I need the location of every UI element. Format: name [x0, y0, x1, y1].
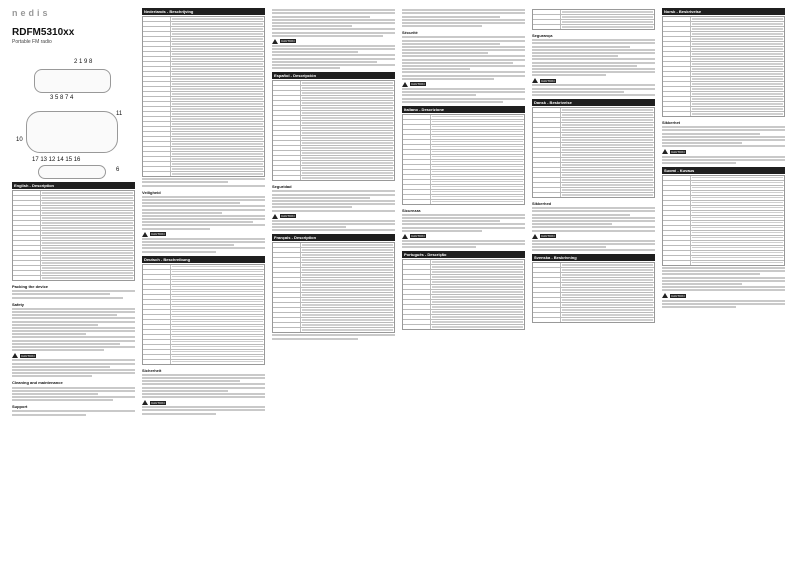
heading-cleaning: Cleaning and maintenance — [12, 380, 63, 386]
parts-table-fr — [272, 242, 395, 333]
brand-logo: nedis — [12, 8, 51, 18]
column-5 — [532, 8, 655, 323]
heading-sikkerhed: Sikkerhed — [532, 201, 552, 206]
column-4 — [402, 8, 525, 330]
warning-icon — [532, 234, 538, 239]
heading-securite: Sécurité — [402, 30, 418, 36]
warning-icon — [402, 234, 408, 239]
parts-table-sv — [532, 262, 655, 323]
label-top: 2 1 9 8 — [74, 59, 93, 65]
heading-sicherheit: Sicherheit — [142, 367, 162, 373]
heading-seguridad: Seguridad — [272, 184, 292, 190]
label-row: 3 5 8 7 4 — [50, 95, 74, 101]
warning-block-dk: CAUTION — [532, 234, 655, 239]
parts-table-nl — [142, 16, 265, 177]
warning-icon — [402, 82, 408, 87]
heading-sikkerhet: Sikkerhet — [662, 120, 681, 125]
warning-block-no: CAUTION — [662, 149, 785, 154]
parts-table-pt — [402, 259, 525, 330]
radio-bottom-view — [38, 165, 106, 179]
label-side-a: 11 — [116, 111, 123, 117]
warning-icon — [662, 149, 668, 154]
section-header-it: Italiano - Descrizione — [402, 106, 525, 113]
device-diagram — [12, 59, 135, 179]
parts-table-de — [142, 264, 265, 365]
parts-table-fi — [662, 175, 785, 266]
warning-block-de-2: CAUTION — [272, 39, 395, 44]
column-2 — [142, 8, 265, 415]
section-header-dk: Dansk - Beskrivelse — [532, 99, 655, 106]
warning-icon — [532, 78, 538, 83]
label-side-b: 10 — [16, 137, 23, 143]
section-header-sv: Svenska - Beskrivning — [532, 254, 655, 261]
label-bottom: 17 13 12 14 15 16 — [32, 157, 81, 163]
warning-block-pt: CAUTION — [532, 78, 655, 83]
warning-block-fr: CAUTION — [402, 82, 525, 87]
radio-top-view — [34, 69, 111, 93]
label-side-c: 6 — [116, 167, 120, 173]
column-6 — [662, 8, 785, 308]
warning-icon — [142, 232, 148, 237]
heading-safety: Safety — [12, 301, 25, 307]
warning-block-nl: CAUTION — [142, 232, 265, 237]
section-header-de: Deutsch - Beschreibung — [142, 256, 265, 263]
warning-block-de: CAUTION — [142, 400, 265, 405]
parts-table-dk — [532, 107, 655, 198]
section-header-pt: Português - Descrição — [402, 251, 525, 258]
parts-table-pt-cont — [532, 9, 655, 30]
parts-table-it — [402, 114, 525, 205]
warning-block-en: CAUTION — [12, 353, 135, 358]
warning-block-it: CAUTION — [402, 234, 525, 239]
column-3 — [272, 8, 395, 340]
model-title: RDFM5310xx — [12, 27, 75, 38]
column-1 — [12, 8, 135, 416]
heading-sicurezza: Sicurezza — [402, 207, 421, 213]
parts-table-en — [12, 190, 135, 281]
heading-packing: Packing the device — [12, 284, 49, 289]
product-subtitle: Portable FM radio — [12, 39, 52, 45]
warning-icon — [272, 214, 278, 219]
section-header-nl: Nederlands - Beschrijving — [142, 8, 265, 15]
radio-front-view — [26, 111, 118, 153]
warning-icon — [272, 39, 278, 44]
section-header-fi: Suomi - Kuvaus — [662, 167, 785, 174]
parts-table-no — [662, 16, 785, 117]
section-header-en: English - Description — [12, 182, 135, 189]
parts-table-es — [272, 80, 395, 181]
warning-icon — [12, 353, 18, 358]
heading-support: Support — [12, 404, 28, 410]
section-header-no: Norsk - Beskrivelse — [662, 8, 785, 15]
section-header-fr: Français - Description — [272, 234, 395, 241]
warning-block-es: CAUTION — [272, 214, 395, 219]
warning-block-fi: CAUTION — [662, 293, 785, 298]
heading-veiligheid: Veiligheid — [142, 189, 161, 195]
warning-icon — [662, 293, 668, 298]
section-header-es: Español - Descripción — [272, 72, 395, 79]
heading-seguranca: Segurança — [532, 33, 553, 38]
warning-icon — [142, 400, 148, 405]
